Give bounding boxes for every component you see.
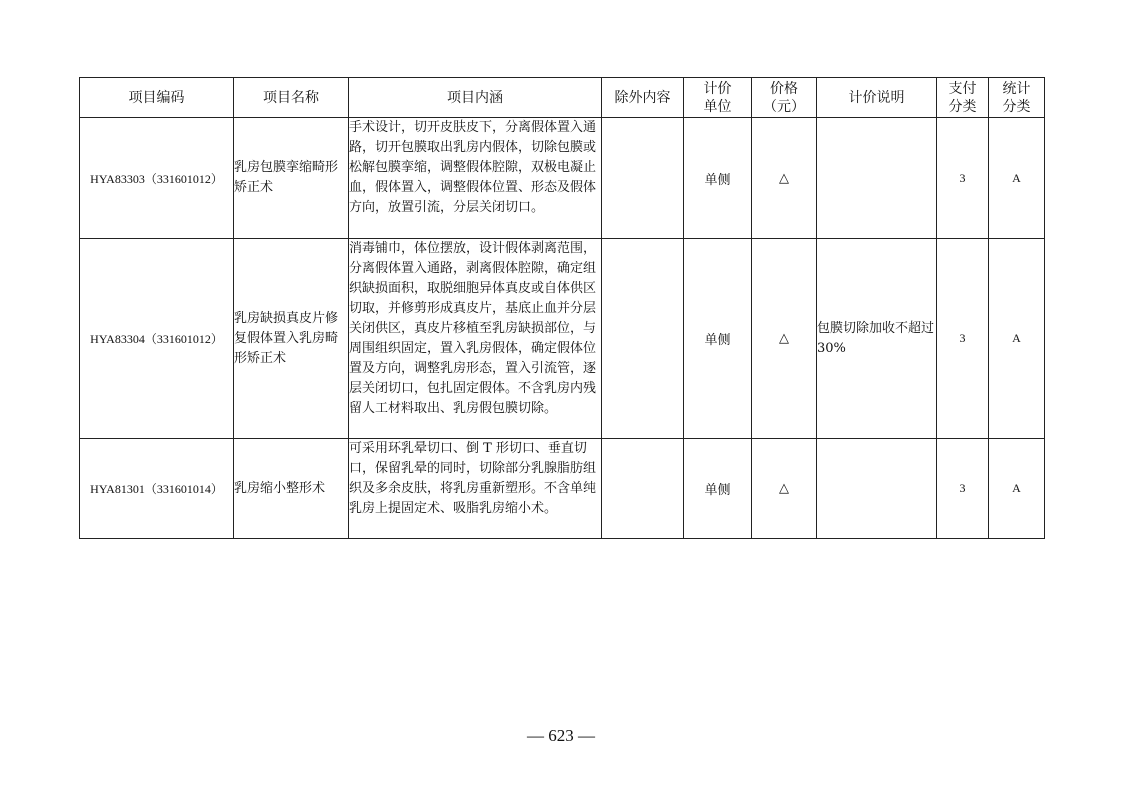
header-unit: 计价 单位 bbox=[684, 78, 752, 118]
header-content: 项目内涵 bbox=[349, 78, 602, 118]
table-header-row bbox=[80, 78, 1045, 118]
item-exclusions bbox=[602, 118, 684, 239]
item-name: 乳房包膜挛缩畸形矫正术 bbox=[234, 118, 349, 239]
item-notes bbox=[817, 118, 937, 239]
item-payment-category: 3 bbox=[937, 439, 989, 539]
item-exclusions bbox=[602, 239, 684, 439]
item-code: HYA83303（331601012） bbox=[80, 118, 234, 239]
item-payment-category: 3 bbox=[937, 239, 989, 439]
item-exclusions bbox=[602, 439, 684, 539]
table-row bbox=[80, 239, 1045, 439]
item-unit: 单侧 bbox=[684, 439, 752, 539]
header-name: 项目名称 bbox=[234, 78, 349, 118]
header-notes: 计价说明 bbox=[817, 78, 937, 118]
item-price: △ bbox=[752, 439, 817, 539]
page-number: — 623 — bbox=[527, 726, 595, 745]
item-statistic-category: A bbox=[989, 439, 1045, 539]
item-payment-category: 3 bbox=[937, 118, 989, 239]
item-unit: 单侧 bbox=[684, 239, 752, 439]
item-code: HYA81301（331601014） bbox=[80, 439, 234, 539]
header-payment-category: 支付 分类 bbox=[937, 78, 989, 118]
item-notes bbox=[817, 439, 937, 539]
header-exclusions: 除外内容 bbox=[602, 78, 684, 118]
item-content: 手术设计，切开皮肤皮下，分离假体置入通路，切开包膜取出乳房内假体，切除包膜或松解包膜挛缩，调整假体腔隙，双极电凝止血，假体置入，调整假体位置、形态及假体方向，放置引流，分层关闭切口。 bbox=[349, 118, 602, 239]
item-content: 可采用环乳晕切口、倒 T 形切口、垂直切口，保留乳晕的同时，切除部分乳腺脂肪组织及多余皮肤，将乳房重新塑形。不含单纯乳房上提固定术、吸脂乳房缩小术。 bbox=[349, 439, 602, 539]
pricing-table bbox=[79, 77, 1045, 539]
header-code: 项目编码 bbox=[80, 78, 234, 118]
item-content: 消毒铺巾，体位摆放，设计假体剥离范围，分离假体置入通路，剥离假体腔隙，确定组织缺损面积，取脱细胞异体真皮或自体供区切取，并修剪形成真皮片，基底止血并分层关闭供区，真皮片移植至乳房缺损部位，与周围组织固定，置入乳房假体，确定假体位置及方向，调整乳房形态，置入引流管，逐层关闭切口，包扎固定假体。不含乳房内残留人工材料取出、乳房假包膜切除。 bbox=[349, 239, 602, 439]
table-row bbox=[80, 118, 1045, 239]
header-statistic-category: 统计 分类 bbox=[989, 78, 1045, 118]
item-statistic-category: A bbox=[989, 118, 1045, 239]
item-unit: 单侧 bbox=[684, 118, 752, 239]
item-code: HYA83304（331601012） bbox=[80, 239, 234, 439]
header-price: 价格 （元） bbox=[752, 78, 817, 118]
item-notes: 包膜切除加收不超过 30% bbox=[817, 239, 937, 439]
item-name: 乳房缩小整形术 bbox=[234, 439, 349, 539]
table-row bbox=[80, 439, 1045, 539]
item-price: △ bbox=[752, 239, 817, 439]
item-statistic-category: A bbox=[989, 239, 1045, 439]
item-price: △ bbox=[752, 118, 817, 239]
item-name: 乳房缺损真皮片修复假体置入乳房畸形矫正术 bbox=[234, 239, 349, 439]
